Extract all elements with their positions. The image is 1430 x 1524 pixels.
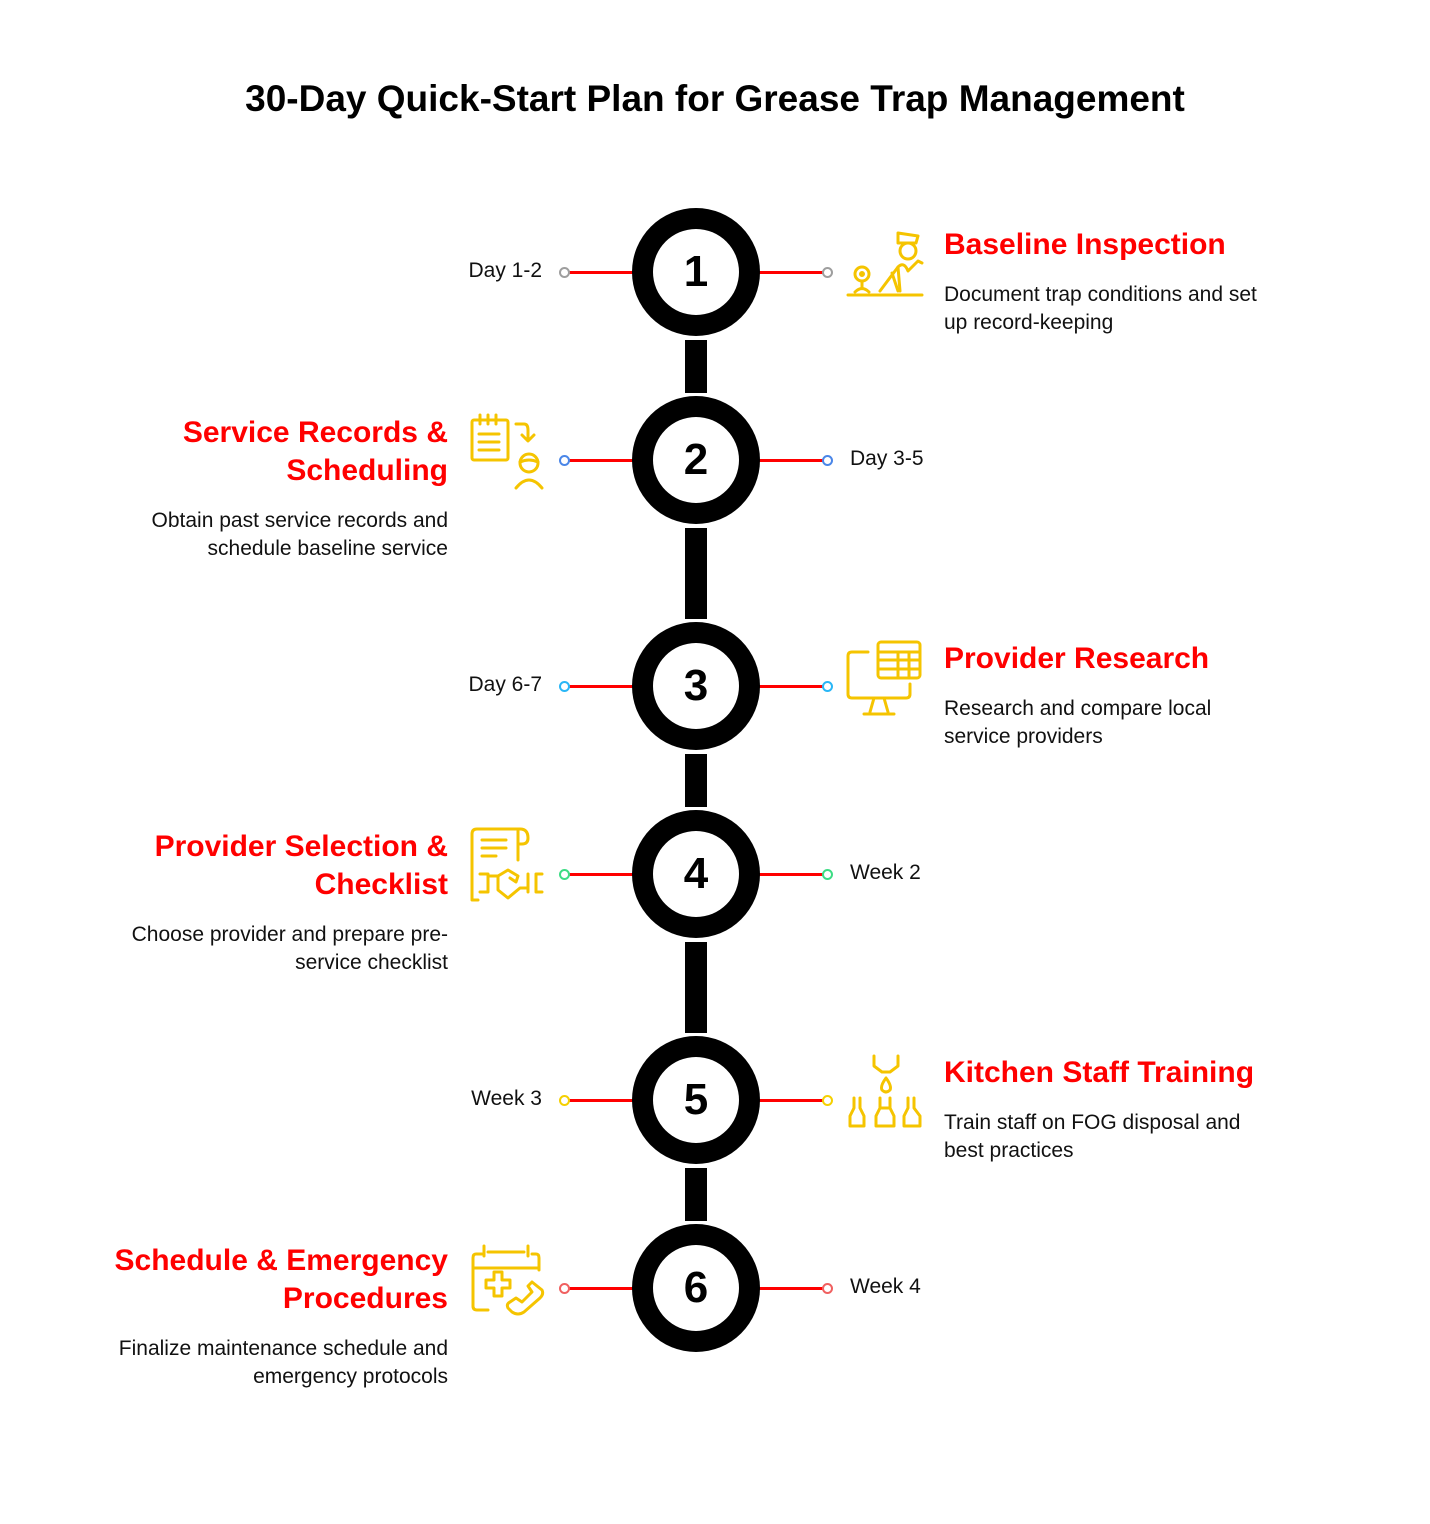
step-description: Choose provider and prepare pre- service checklist (131, 923, 448, 974)
step-timeframe: Day 3-5 (850, 447, 924, 470)
step-number: 4 (653, 831, 739, 917)
step-title: Service Records & Scheduling (182, 416, 448, 487)
connector-line-right (758, 1099, 824, 1102)
page-title: 30-Day Quick-Start Plan for Grease Trap Management (245, 78, 1185, 119)
step-number-node (632, 622, 760, 750)
step-description: Obtain past service records and schedule baseline service (151, 509, 448, 560)
step-title: Schedule & Emergency Procedures (114, 1244, 448, 1315)
timeline-dot-right (822, 1283, 833, 1294)
timeline-connector (685, 1168, 707, 1221)
computer-spreadsheet-icon (846, 638, 924, 718)
step-number: 5 (653, 1057, 739, 1143)
inspector-icon (846, 229, 924, 299)
step-number: 3 (653, 643, 739, 729)
step-timeframe: Week 2 (850, 861, 921, 884)
connector-line-left (568, 685, 634, 688)
step-number-node (632, 1036, 760, 1164)
timeline-dot-right (822, 681, 833, 692)
calendar-emergency-phone-icon (470, 1242, 548, 1318)
step-title: Provider Selection & Checklist (154, 830, 448, 901)
connector-line-right (758, 271, 824, 274)
connector-line-left (568, 1287, 634, 1290)
connector-line-right (758, 459, 824, 462)
step-number: 1 (653, 229, 739, 315)
step-number-node (632, 396, 760, 524)
notepad-assign-icon (468, 412, 550, 492)
step-timeframe: Week 3 (471, 1087, 542, 1110)
step-description: Document trap conditions and set up record-keeping (944, 283, 1257, 334)
step-description: Research and compare local service providers (944, 697, 1212, 748)
step-number-node (632, 1224, 760, 1352)
step-number: 2 (653, 417, 739, 503)
step-title: Provider Research (944, 642, 1210, 675)
timeline-dot-right (822, 455, 833, 466)
timeline-dot-right (822, 1095, 833, 1106)
step-number-node (632, 810, 760, 938)
timeline-connector (685, 528, 707, 619)
step-number-node (632, 208, 760, 336)
timeline-dot-left (559, 681, 570, 692)
timeline-dot-left (559, 1283, 570, 1294)
timeline-connector (685, 754, 707, 807)
connector-line-left (568, 1099, 634, 1102)
timeline-connector (685, 340, 707, 393)
connector-line-left (568, 459, 634, 462)
connector-line-right (758, 1287, 824, 1290)
timeline-dot-right (822, 869, 833, 880)
timeline-connector (685, 942, 707, 1033)
step-number: 6 (653, 1245, 739, 1331)
connector-line-left (568, 271, 634, 274)
step-description: Train staff on FOG disposal and best practices (944, 1111, 1241, 1162)
contract-handshake-icon (468, 826, 548, 906)
connector-line-right (758, 685, 824, 688)
step-timeframe: Day 6-7 (468, 673, 542, 696)
timeline-dot-left (559, 1095, 570, 1106)
timeline-dot-right (822, 267, 833, 278)
step-description: Finalize maintenance schedule and emergency protocols (118, 1337, 448, 1388)
step-timeframe: Week 4 (850, 1275, 921, 1298)
step-title: Kitchen Staff Training (944, 1056, 1255, 1089)
timeline-dot-left (559, 267, 570, 278)
oil-drip-bottles-icon (846, 1052, 924, 1130)
timeline-dot-left (559, 869, 570, 880)
timeline-dot-left (559, 455, 570, 466)
step-title: Baseline Inspection (944, 228, 1226, 261)
connector-line-right (758, 873, 824, 876)
connector-line-left (568, 873, 634, 876)
step-timeframe: Day 1-2 (468, 259, 542, 282)
